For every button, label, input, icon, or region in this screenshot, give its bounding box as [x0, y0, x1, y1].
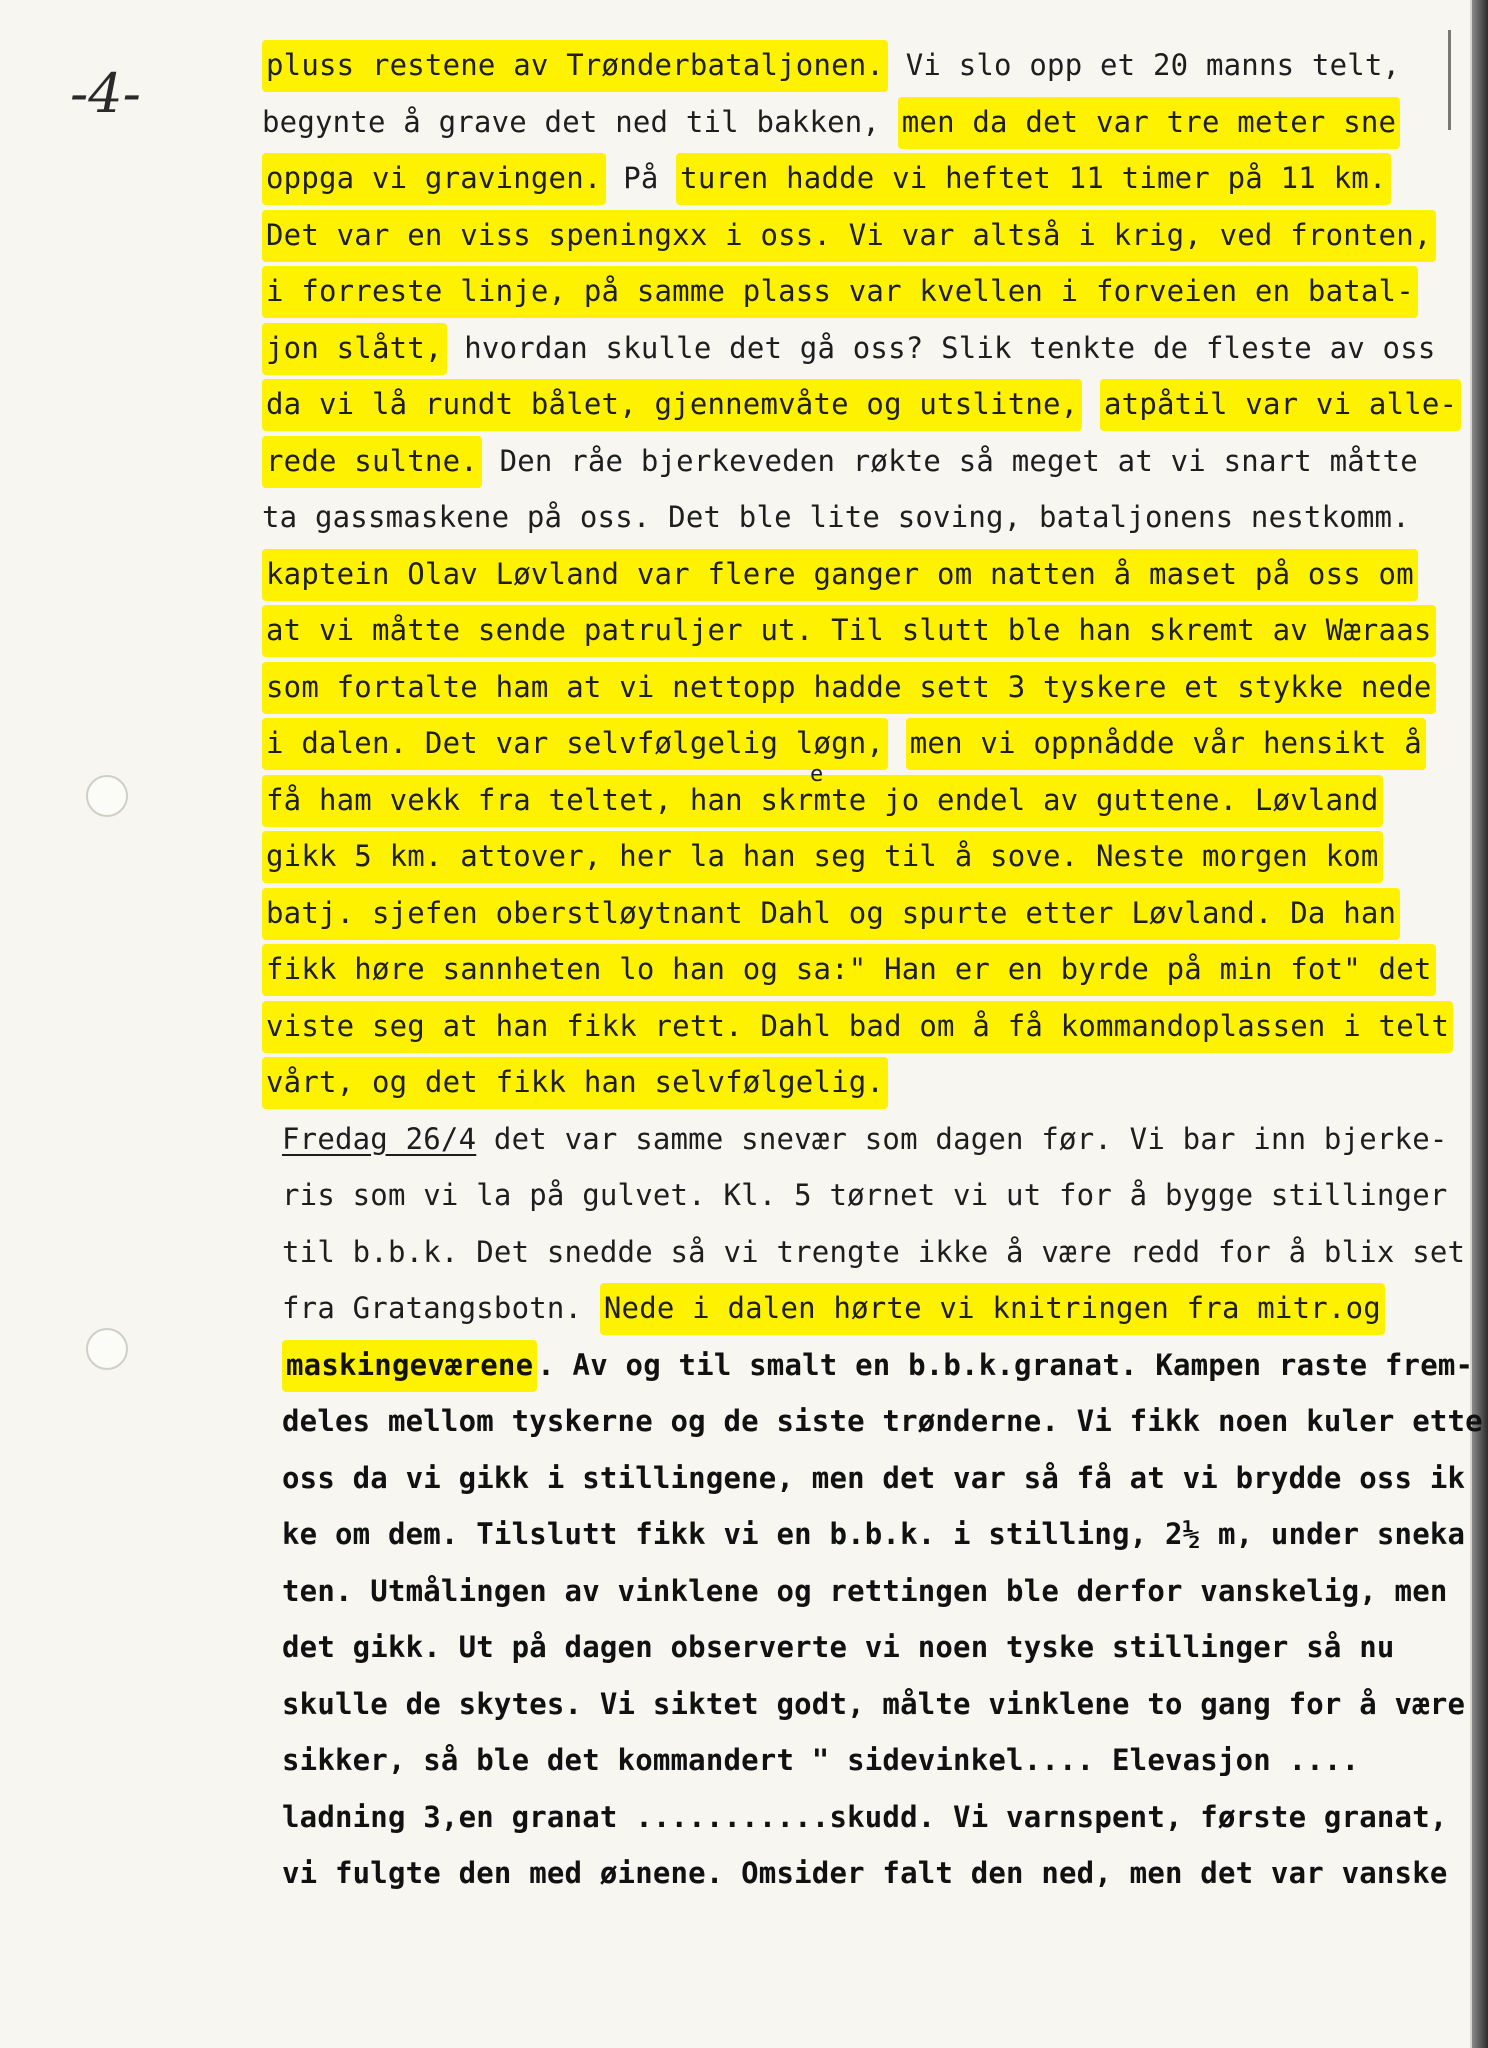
highlighted-text: da vi lå rundt bålet, gjennemvåte og utslitne, [262, 379, 1082, 431]
text-line [282, 1630, 1395, 1664]
text-segment: begynte å grave det ned til bakken, [262, 104, 898, 139]
text-segment: På [605, 161, 677, 195]
text-segment: det var samme snevær som dagen før. Vi bar inn bjerke- [476, 1121, 1448, 1156]
text-line [282, 1574, 1448, 1608]
text-line [282, 1122, 1448, 1156]
text-line [262, 444, 1418, 478]
text-segment: oss da vi gikk i stillingene, men det var så få at vi brydde oss ik [282, 1460, 1466, 1495]
text-segment [888, 726, 906, 760]
highlighted-text: i dalen. Det var selvfølgelig løgn, [262, 718, 888, 770]
text-line [282, 1348, 1473, 1382]
text-line [262, 48, 1400, 82]
highlighted-text: pluss restene av Trønderbataljonen. [262, 40, 888, 92]
highlighted-text: maskingeværene [282, 1340, 537, 1392]
text-line [262, 839, 1383, 873]
text-line [262, 896, 1400, 930]
highlighted-text: viste seg at han fikk rett. Dahl bad om å få kommandoplassen i telt [262, 1001, 1453, 1053]
highlighted-text: i forreste linje, på samme plass var kvellen i forveien en batal- [262, 266, 1418, 318]
highlighted-text: vårt, og det fikk han selvfølgelig. [262, 1057, 888, 1109]
handwritten-insertion-e: e [810, 762, 824, 787]
text-line [282, 1291, 1385, 1325]
text-line [282, 1687, 1465, 1721]
highlighted-text: kaptein Olav Løvland var flere ganger om natten å maset på oss om [262, 549, 1418, 601]
highlighted-text: men da det var tre meter sne [898, 97, 1400, 149]
text-line [262, 1009, 1453, 1043]
text-line [262, 726, 1426, 760]
text-segment: ris som vi la på gulvet. Kl. 5 tørnet vi ut for å bygge stillinger [282, 1178, 1448, 1212]
text-line [282, 1178, 1448, 1212]
highlighted-text: atpåtil var vi alle- [1100, 379, 1461, 431]
text-line [262, 557, 1418, 591]
highlighted-text: jon slått, [262, 323, 447, 375]
text-line [262, 613, 1436, 647]
text-segment: Fredag 26/4 [282, 1121, 477, 1156]
text-segment: hvordan skulle det gå oss? Slik tenkte de fleste av oss [446, 330, 1436, 365]
highlighted-text: turen hadde vi heftet 11 timer på 11 km. [676, 153, 1390, 205]
text-segment: ta gassmaskene på oss. Det ble lite soving, bataljonens nestkomm. [262, 500, 1410, 534]
text-line [282, 1404, 1483, 1438]
text-line [262, 105, 1400, 139]
text-segment: skulle de skytes. Vi siktet godt, målte vinklene to gang for å være [282, 1686, 1466, 1721]
text-line [262, 161, 1391, 195]
text-segment: Den råe bjerkeveden røkte så meget at vi snart måtte [481, 443, 1418, 478]
highlighted-text: Nede i dalen hørte vi knitringen fra mitr.og [600, 1283, 1385, 1335]
highlighted-text: batj. sjefen oberstløytnant Dahl og spurte etter Løvland. Da han [262, 888, 1400, 940]
scan-edge-shadow [1472, 0, 1488, 2048]
text-line [262, 274, 1418, 308]
highlighted-text: gikk 5 km. attover, her la han seg til å sove. Neste morgen kom [262, 831, 1383, 883]
highlighted-text: at vi måtte sende patruljer ut. Til slutt ble han skremt av Wæraas [262, 605, 1436, 657]
text-segment: det gikk. Ut på dagen observerte vi noen tyske stillinger så nu [282, 1630, 1395, 1664]
text-segment: ladning 3,en granat ...........skudd. Vi varnspent, første granat, [282, 1799, 1448, 1834]
text-segment: sikker, så ble det kommandert " sidevinkel.... Elevasjon .... [282, 1743, 1360, 1777]
text-line [262, 218, 1436, 252]
text-segment: Vi slo opp et 20 manns telt, [888, 48, 1401, 82]
text-line [282, 1235, 1465, 1269]
text-segment: deles mellom tyskerne og de siste trønderne. Vi fikk noen kuler ette [282, 1404, 1483, 1438]
text-line [262, 670, 1436, 704]
text-line [262, 387, 1461, 421]
text-line [282, 1856, 1448, 1890]
text-line [262, 331, 1436, 365]
text-line [282, 1461, 1465, 1495]
text-line [282, 1517, 1465, 1551]
page-number: -4- [70, 62, 141, 125]
text-line [262, 500, 1410, 534]
text-segment [1082, 387, 1100, 421]
highlighted-text: men vi oppnådde vår hensikt å [906, 718, 1426, 770]
highlighted-text: oppga vi gravingen. [262, 153, 606, 205]
text-line [262, 952, 1436, 986]
highlighted-text: fikk høre sannheten lo han og sa:" Han er en byrde på min fot" det [262, 944, 1436, 996]
text-segment: til b.b.k. Det snedde så vi trengte ikke å være redd for å blix set [282, 1234, 1466, 1269]
text-segment: vi fulgte den med øinene. Omsider falt den ned, men det var vanske [282, 1856, 1448, 1890]
text-line [282, 1800, 1448, 1834]
text-segment: fra Gratangsbotn. [282, 1291, 600, 1325]
text-segment: ke om dem. Tilslutt fikk vi en b.b.k. i stilling, 2½ m, under sneka [282, 1517, 1466, 1551]
text-line [262, 1065, 888, 1099]
text-segment: ten. Utmålingen av vinklene og rettingen ble derfor vanskelig, men [282, 1573, 1448, 1608]
text-segment: . Av og til smalt en b.b.k.granat. Kampen raste frem- [537, 1347, 1474, 1382]
highlighted-text: rede sultne. [262, 436, 482, 488]
text-line [282, 1743, 1359, 1777]
highlighted-text: som fortalte ham at vi nettopp hadde sett 3 tyskere et stykke nede [262, 662, 1436, 714]
highlighted-text: få ham vekk fra teltet, han skrmte jo endel av guttene. Løvland [262, 775, 1383, 827]
highlighted-text: Det var en viss speningxx i oss. Vi var altså i krig, ved fronten, [262, 210, 1436, 262]
